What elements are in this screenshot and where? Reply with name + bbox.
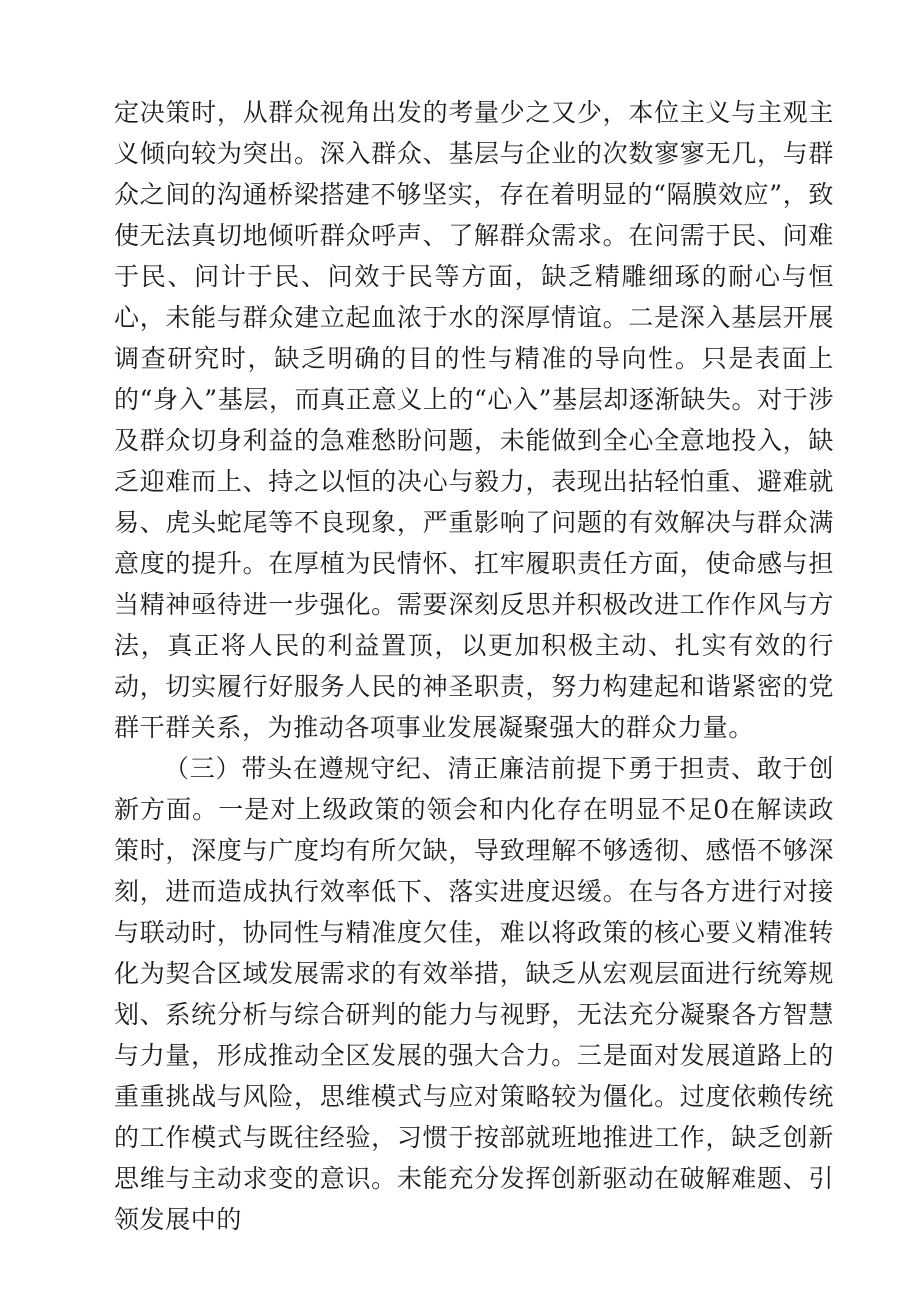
paragraph-section-three: （三）带头在遵规守纪、清正廉洁前提下勇于担责、敢于创新方面。一是对上级政策的领会和内化存在明显不足0在解读政策时，深度与广度均有所欠缺，导致理解不够透彻、感悟不够深刻，进而造成执行效率低下、落实进度迟缓。在与各方进行对接与联动时，协同性与精准度欠佳，难以将政策的核心要义精准转化为契合区域发展需求的有效举措，缺乏从宏观层面进行统筹规划、系统分析与综合研判的能力与视野，无法充分凝聚各方智慧与力量，形成推动全区发展的强大合力。三是面对发展道路上的重重挑战与风险，思维模式与应对策略较为僵化。过度依赖传统的工作模式与既往经验，习惯于按部就班地推进工作，缺乏创新思维与主动求变的意识。未能充分发挥创新驱动在破解难题、引领发展中的 [114, 754, 834, 1234]
paragraph-continuation: 定决策时，从群众视角出发的考量少之又少，本位主义与主观主义倾向较为突出。深入群众、基层与企业的次数寥寥无几，与群众之间的沟通桥梁搭建不够坚实，存在着明显的“隔膜效应”，致使无法真切地倾听群众呼声、了解群众需求。在问需于民、问难于民、问计于民、问效于民等方面，缺乏精雕细琢的耐心与恒心，未能与群众建立起血浓于水的深厚情谊。二是深入基层开展调查研究时，缺乏明确的目的性与精准的导向性。只是表面上的“身入”基层，而真正意义上的“心入”基层却逐渐缺失。对于涉及群众切身利益的急难愁盼问题，未能做到全心全意地投入，缺乏迎难而上、持之以恒的决心与毅力，表现出拈轻怕重、避难就易、虎头蛇尾等不良现象，严重影响了问题的有效解决与群众满意度的提升。在厚植为民情怀、扛牢履职责任方面，使命感与担当精神亟待进一步强化。需要深刻反思并积极改进工作作风与方法，真正将人民的利益置顶，以更加积极主动、扎实有效的行动，切实履行好服务人民的神圣职责，努力构建起和谐紧密的党群干群关系，为推动各项事业发展凝聚强大的群众力量。 [114, 98, 834, 742]
document-page [114, 92, 834, 1240]
